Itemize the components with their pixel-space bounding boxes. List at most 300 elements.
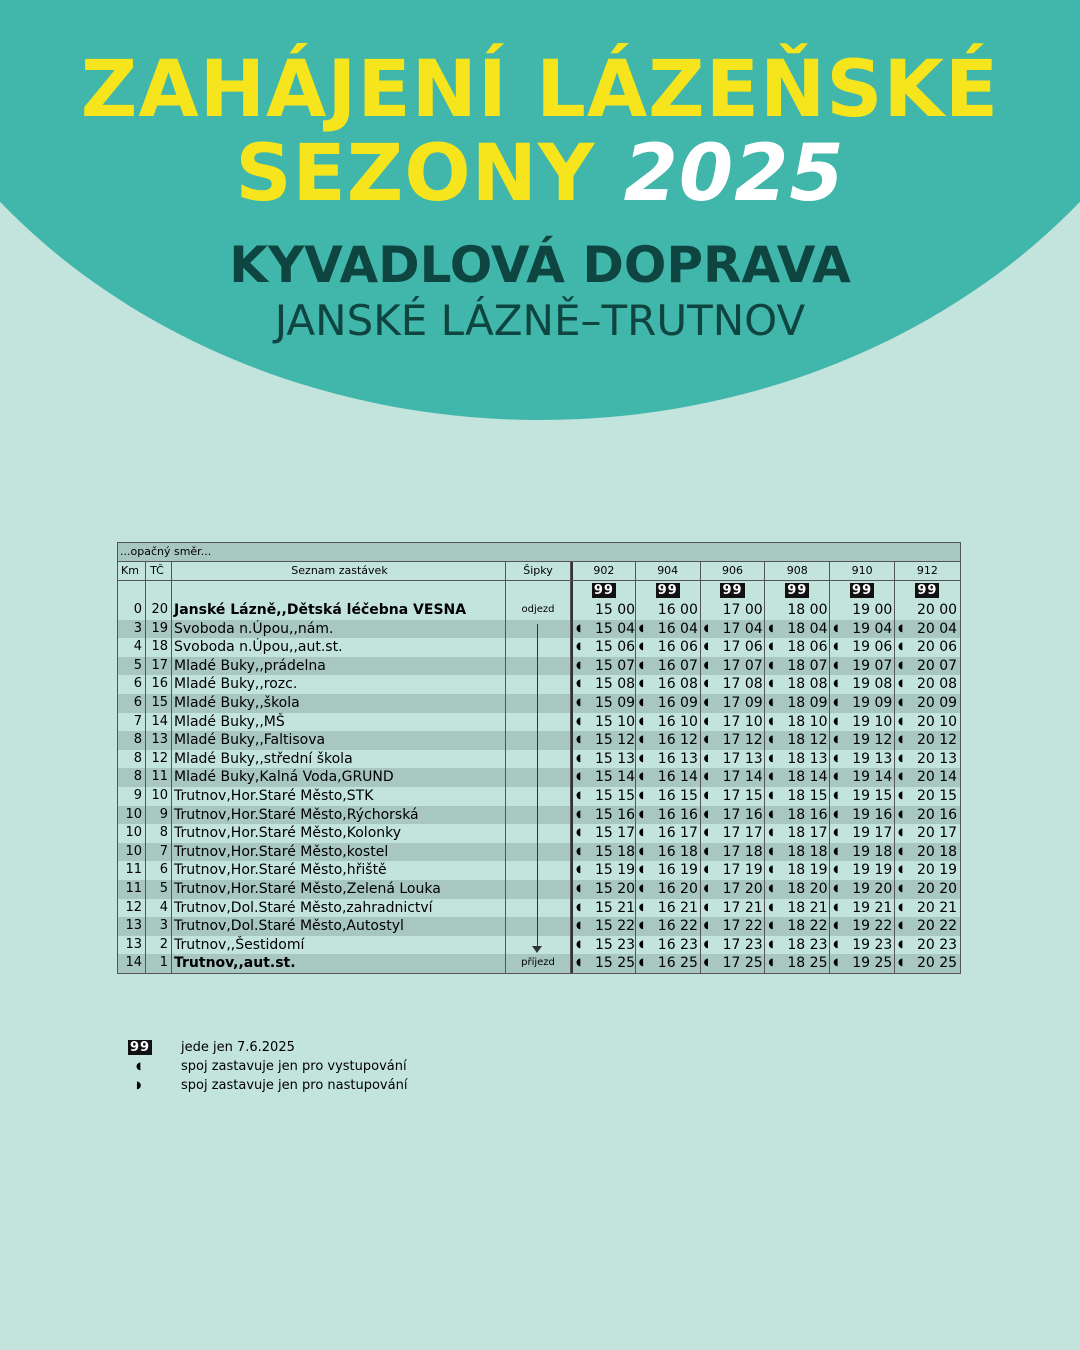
tc-cell: 12: [146, 750, 172, 769]
time-value: 16 09: [657, 694, 698, 711]
km-cell: 8: [118, 750, 146, 769]
time-cell: [895, 787, 960, 806]
stop-name-cell: Svoboda n.Úpou,,nám.: [172, 620, 506, 639]
time-cell: [830, 768, 895, 787]
alight-only-icon: ◖: [768, 696, 774, 708]
time-cell: [636, 675, 701, 694]
trip-code-badge: 99: [657, 583, 678, 598]
stop-name-cell: Trutnov,Dol.Staré Město,zahradnictví: [172, 899, 506, 918]
km-cell: 6: [118, 694, 146, 713]
time-cell: [636, 601, 701, 620]
title-year: 2025: [623, 129, 845, 219]
km-cell: 14: [118, 954, 146, 973]
table-row: [118, 917, 960, 936]
stop-name-cell: Mladé Buky,,rozc.: [172, 675, 506, 694]
km-cell: 10: [118, 843, 146, 862]
time-value: 17 06: [722, 639, 763, 656]
time-cell: [895, 713, 960, 732]
time-cell: [895, 638, 960, 657]
time-cell: [571, 675, 636, 694]
table-row: [118, 899, 960, 918]
alight-only-icon: ◖: [638, 864, 645, 876]
time-cell: [830, 843, 895, 862]
table-row: [118, 806, 960, 825]
alight-only-icon: ◖: [897, 901, 904, 913]
page-title: [0, 45, 1080, 219]
arrows-cell: [506, 675, 571, 694]
time-value: 15 20: [595, 880, 636, 897]
time-cell: [895, 750, 960, 769]
trip-code-cell: [830, 581, 895, 601]
legend-symbol: [128, 1038, 181, 1057]
time-cell: [701, 917, 766, 936]
arrows-cell: [506, 713, 571, 732]
alight-only-icon: ◖: [833, 641, 839, 653]
time-value: 15 09: [595, 694, 636, 711]
alight-only-icon: ◖: [833, 920, 839, 932]
time-value: 18 19: [787, 862, 828, 879]
trip-code-badge: 99: [130, 1040, 151, 1055]
time-cell: [830, 731, 895, 750]
km-cell: 12: [118, 899, 146, 918]
alight-only-icon: ◖: [703, 715, 709, 727]
alight-only-icon: ◖: [576, 864, 582, 876]
time-cell: [830, 713, 895, 732]
stop-name-cell: Trutnov,Hor.Staré Město,Rýchorská: [172, 806, 506, 825]
time-cell: [636, 880, 701, 899]
header-tc: TČ: [146, 562, 172, 580]
alight-only-icon: ◖: [703, 938, 709, 950]
time-value: 15 17: [595, 825, 636, 842]
time-value: 15 08: [595, 676, 636, 693]
alight-only-icon: ◖: [576, 659, 582, 671]
time-cell: [765, 620, 830, 639]
time-cell: [571, 824, 636, 843]
trip-code-badge: 99: [917, 583, 938, 598]
alight-only-icon: ◖: [576, 715, 582, 727]
tc-cell: 9: [146, 806, 172, 825]
time-cell: [765, 694, 830, 713]
tc-cell: 19: [146, 620, 172, 639]
alight-only-icon: ◖: [833, 659, 839, 671]
title-line-2-text: SEZONY: [235, 129, 596, 219]
time-value: 16 06: [657, 639, 698, 656]
alight-only-icon: ◖: [576, 734, 582, 746]
trip-code-badge: 99: [787, 583, 808, 598]
time-cell: [895, 675, 960, 694]
table-row: [118, 954, 960, 973]
time-cell: [765, 917, 830, 936]
time-value: 17 10: [722, 713, 763, 730]
direction-arrow-head-icon: [532, 946, 542, 953]
time-cell: [895, 731, 960, 750]
time-value: 16 18: [657, 843, 698, 860]
alight-only-icon: ◖: [833, 734, 839, 746]
time-value: 19 15: [852, 787, 893, 804]
time-cell: [636, 936, 701, 955]
time-value: 19 20: [852, 880, 893, 897]
alight-only-icon: ◖: [768, 882, 774, 894]
alight-only-icon: ◖: [897, 678, 904, 690]
stop-name-cell: Svoboda n.Úpou,,aut.st.: [172, 638, 506, 657]
time-value: 15 14: [595, 769, 636, 786]
time-value: 16 20: [657, 880, 698, 897]
time-cell: [571, 638, 636, 657]
time-cell: [701, 861, 766, 880]
time-value: 15 23: [595, 936, 636, 953]
arrows-cell: [506, 899, 571, 918]
time-value: 17 16: [722, 806, 763, 823]
time-value: 17 08: [722, 676, 763, 693]
alight-only-icon: ◖: [768, 938, 774, 950]
km-cell: 8: [118, 768, 146, 787]
alight-only-icon: ◖: [703, 827, 709, 839]
time-cell: [636, 861, 701, 880]
time-cell: [636, 954, 701, 973]
alight-only-icon: ◖: [576, 696, 582, 708]
time-value: 18 22: [787, 918, 828, 935]
tc-cell: 4: [146, 899, 172, 918]
time-cell: [701, 899, 766, 918]
stop-name-cell: Trutnov,,Šestidomí: [172, 936, 506, 955]
time-value: 20 16: [916, 806, 958, 823]
time-value: 15 06: [595, 639, 636, 656]
time-value: 15 21: [595, 899, 636, 916]
arrows-cell: [506, 843, 571, 862]
time-cell: [830, 880, 895, 899]
time-cell: [571, 657, 636, 676]
empty-cell: [118, 581, 146, 601]
time-cell: [571, 620, 636, 639]
time-cell: [895, 917, 960, 936]
time-cell: [830, 824, 895, 843]
time-cell: [571, 843, 636, 862]
alight-only-icon: ◖: [576, 901, 582, 913]
time-cell: [571, 954, 636, 973]
time-cell: [636, 899, 701, 918]
time-cell: [830, 675, 895, 694]
alight-only-icon: ◖: [768, 715, 774, 727]
time-cell: [571, 806, 636, 825]
trip-code-badge: 99: [593, 583, 614, 598]
stop-name-cell: Trutnov,,aut.st.: [172, 954, 506, 973]
time-value: 20 13: [916, 750, 958, 767]
alight-only-icon: ◖: [576, 882, 582, 894]
table-row: [118, 861, 960, 880]
header-trip: 906: [701, 562, 766, 580]
alight-only-icon: ◖: [638, 789, 645, 801]
time-cell: [895, 843, 960, 862]
time-cell: [701, 936, 766, 955]
time-value: 16 12: [657, 732, 698, 749]
alight-only-icon: ◖: [576, 678, 582, 690]
alight-only-icon: ◖: [768, 678, 774, 690]
time-value: 19 16: [852, 806, 893, 823]
alight-only-icon: ◖: [576, 845, 582, 857]
header-stops: Seznam zastávek: [172, 562, 506, 580]
time-value: 19 06: [852, 639, 893, 656]
stop-name-cell: Mladé Buky,,MŠ: [172, 713, 506, 732]
arrows-cell: [506, 750, 571, 769]
alight-only-icon: ◖: [638, 845, 645, 857]
time-value: 17 25: [722, 955, 763, 972]
time-value: 19 19: [852, 862, 893, 879]
time-cell: [571, 731, 636, 750]
table-row: [118, 787, 960, 806]
alight-only-icon: ◖: [576, 752, 582, 764]
trip-code-cell: [636, 581, 701, 601]
alight-only-icon: ◖: [638, 752, 645, 764]
arrows-cell: odjezd: [506, 601, 571, 620]
km-cell: 11: [118, 880, 146, 899]
trip-code-cell: [571, 581, 636, 601]
time-value: 19 00: [852, 602, 893, 618]
empty-cell: [506, 581, 571, 601]
legend-item: [128, 1057, 407, 1076]
stop-name-cell: Mladé Buky,,prádelna: [172, 657, 506, 676]
time-cell: [701, 843, 766, 862]
km-cell: 3: [118, 620, 146, 639]
time-cell: [895, 768, 960, 787]
alight-only-icon: ◖: [768, 920, 774, 932]
alight-only-icon: ◖: [768, 808, 774, 820]
tc-cell: 16: [146, 675, 172, 694]
alight-only-icon: ◖: [897, 659, 904, 671]
alight-only-icon: ◖: [897, 734, 904, 746]
time-value: 16 15: [657, 787, 698, 804]
time-value: 17 15: [722, 787, 763, 804]
timetable-caption: ...opačný směr...: [118, 543, 960, 562]
time-cell: [701, 824, 766, 843]
trip-code-cell: [701, 581, 766, 601]
time-cell: [571, 694, 636, 713]
time-cell: [571, 861, 636, 880]
alight-only-icon: ◖: [897, 715, 904, 727]
time-value: 20 25: [916, 955, 958, 972]
stop-name-cell: Trutnov,Hor.Staré Město,STK: [172, 787, 506, 806]
alight-only-icon: ◖: [703, 808, 709, 820]
alight-only-icon: ◖: [833, 789, 839, 801]
km-cell: 13: [118, 936, 146, 955]
time-value: 15 10: [595, 713, 636, 730]
subtitle: KYVADLOVÁ DOPRAVA: [229, 236, 851, 294]
time-value: 20 10: [916, 713, 958, 730]
time-value: 19 22: [852, 918, 893, 935]
time-value: 18 12: [787, 732, 828, 749]
alight-only-icon: ◖: [768, 734, 774, 746]
header-trip: 904: [636, 562, 701, 580]
time-cell: [830, 917, 895, 936]
time-cell: [636, 917, 701, 936]
time-cell: [636, 694, 701, 713]
time-value: 15 18: [595, 843, 636, 860]
time-value: 20 20: [916, 880, 958, 897]
alight-only-icon: ◖: [136, 1061, 142, 1072]
stop-name-cell: Trutnov,Dol.Staré Město,Autostyl: [172, 917, 506, 936]
time-cell: [765, 675, 830, 694]
alight-only-icon: ◖: [703, 957, 709, 969]
table-row: [118, 880, 960, 899]
time-value: 17 23: [722, 936, 763, 953]
tc-cell: 2: [146, 936, 172, 955]
time-cell: [701, 620, 766, 639]
alight-only-icon: ◖: [768, 659, 774, 671]
tc-cell: 17: [146, 657, 172, 676]
alight-only-icon: ◖: [768, 771, 774, 783]
time-cell: [830, 694, 895, 713]
time-value: 18 04: [787, 620, 828, 637]
time-value: 19 21: [852, 899, 893, 916]
time-cell: [765, 750, 830, 769]
time-cell: [571, 899, 636, 918]
time-cell: [765, 638, 830, 657]
time-value: 15 16: [595, 806, 636, 823]
header-arrows: Šipky: [506, 562, 571, 580]
time-value: 18 17: [787, 825, 828, 842]
time-cell: [830, 657, 895, 676]
tc-cell: 1: [146, 954, 172, 973]
alight-only-icon: ◖: [768, 789, 774, 801]
time-value: 18 13: [787, 750, 828, 767]
time-cell: [895, 806, 960, 825]
header-trip: 902: [571, 562, 636, 580]
time-value: 17 18: [722, 843, 763, 860]
km-cell: 7: [118, 713, 146, 732]
km-cell: 10: [118, 824, 146, 843]
title-line-2: [0, 129, 1080, 219]
alight-only-icon: ◖: [638, 882, 645, 894]
arrows-cell: [506, 620, 571, 639]
alight-only-icon: ◖: [576, 622, 582, 634]
arrows-cell: [506, 731, 571, 750]
time-value: 15 07: [595, 657, 636, 674]
time-cell: [895, 899, 960, 918]
time-value: 16 14: [657, 769, 698, 786]
time-value: 16 13: [657, 750, 698, 767]
legend-text: spoj zastavuje jen pro nastupování: [181, 1078, 408, 1093]
time-cell: [830, 936, 895, 955]
alight-only-icon: ◖: [703, 696, 709, 708]
time-cell: [830, 806, 895, 825]
alight-only-icon: ◖: [703, 622, 709, 634]
time-cell: [765, 843, 830, 862]
trip-code-row: [118, 581, 960, 601]
time-value: 19 12: [852, 732, 893, 749]
alight-only-icon: ◖: [897, 845, 904, 857]
alight-only-icon: ◖: [768, 957, 774, 969]
time-value: 18 14: [787, 769, 828, 786]
empty-cell: [172, 581, 506, 601]
table-row: [118, 675, 960, 694]
time-cell: [701, 713, 766, 732]
time-cell: [765, 768, 830, 787]
alight-only-icon: ◖: [768, 827, 774, 839]
time-cell: [636, 750, 701, 769]
time-cell: [636, 768, 701, 787]
stop-name-cell: Mladé Buky,,Faltisova: [172, 731, 506, 750]
arrows-cell: [506, 880, 571, 899]
time-value: 18 15: [787, 787, 828, 804]
time-cell: [636, 824, 701, 843]
alight-only-icon: ◖: [768, 845, 774, 857]
table-row: [118, 713, 960, 732]
alight-only-icon: ◖: [833, 864, 839, 876]
header-km: Km: [118, 562, 146, 580]
time-cell: [830, 899, 895, 918]
timetable: [117, 542, 961, 974]
km-cell: 11: [118, 861, 146, 880]
alight-only-icon: ◖: [833, 901, 839, 913]
km-cell: 5: [118, 657, 146, 676]
direction-arrow-line: [537, 624, 538, 947]
alight-only-icon: ◖: [833, 808, 839, 820]
alight-only-icon: ◖: [703, 901, 709, 913]
time-cell: [895, 824, 960, 843]
time-value: 15 12: [595, 732, 636, 749]
time-cell: [701, 806, 766, 825]
time-value: 17 00: [722, 602, 763, 618]
km-cell: 10: [118, 806, 146, 825]
time-cell: [701, 880, 766, 899]
time-cell: [765, 657, 830, 676]
tc-cell: 20: [146, 601, 172, 620]
time-cell: [636, 787, 701, 806]
arrows-cell: [506, 861, 571, 880]
alight-only-icon: ◖: [638, 734, 645, 746]
tc-cell: 8: [146, 824, 172, 843]
header-trip: 910: [830, 562, 895, 580]
time-value: 16 25: [657, 955, 698, 972]
alight-only-icon: ◖: [897, 938, 904, 950]
table-row: [118, 601, 960, 620]
header-trip: 912: [916, 564, 938, 577]
time-value: 19 09: [852, 694, 893, 711]
alight-only-icon: ◖: [897, 622, 904, 634]
time-cell: [830, 750, 895, 769]
tc-cell: 13: [146, 731, 172, 750]
table-row: [118, 657, 960, 676]
board-only-icon: ◗: [136, 1080, 142, 1091]
time-value: 15 22: [595, 918, 636, 935]
time-cell: [765, 899, 830, 918]
arrows-cell: [506, 806, 571, 825]
tc-cell: 11: [146, 768, 172, 787]
time-cell: [765, 806, 830, 825]
time-cell: [701, 768, 766, 787]
time-value: 19 18: [852, 843, 893, 860]
time-cell: [765, 713, 830, 732]
alight-only-icon: ◖: [703, 752, 709, 764]
trip-code-badge: 99: [722, 583, 743, 598]
time-cell: [636, 620, 701, 639]
time-value: 18 16: [787, 806, 828, 823]
alight-only-icon: ◖: [897, 920, 904, 932]
time-value: 16 00: [657, 602, 698, 618]
tc-cell: 5: [146, 880, 172, 899]
alight-only-icon: ◖: [638, 641, 645, 653]
time-value: 19 13: [852, 750, 893, 767]
time-cell: [830, 620, 895, 639]
time-cell: [701, 954, 766, 973]
time-value: 17 04: [722, 620, 763, 637]
time-cell: [571, 750, 636, 769]
time-value: 17 12: [722, 732, 763, 749]
table-row: [118, 638, 960, 657]
stop-name-cell: Mladé Buky,,škola: [172, 694, 506, 713]
time-value: 18 10: [787, 713, 828, 730]
time-cell: [830, 601, 895, 620]
alight-only-icon: ◖: [703, 920, 709, 932]
